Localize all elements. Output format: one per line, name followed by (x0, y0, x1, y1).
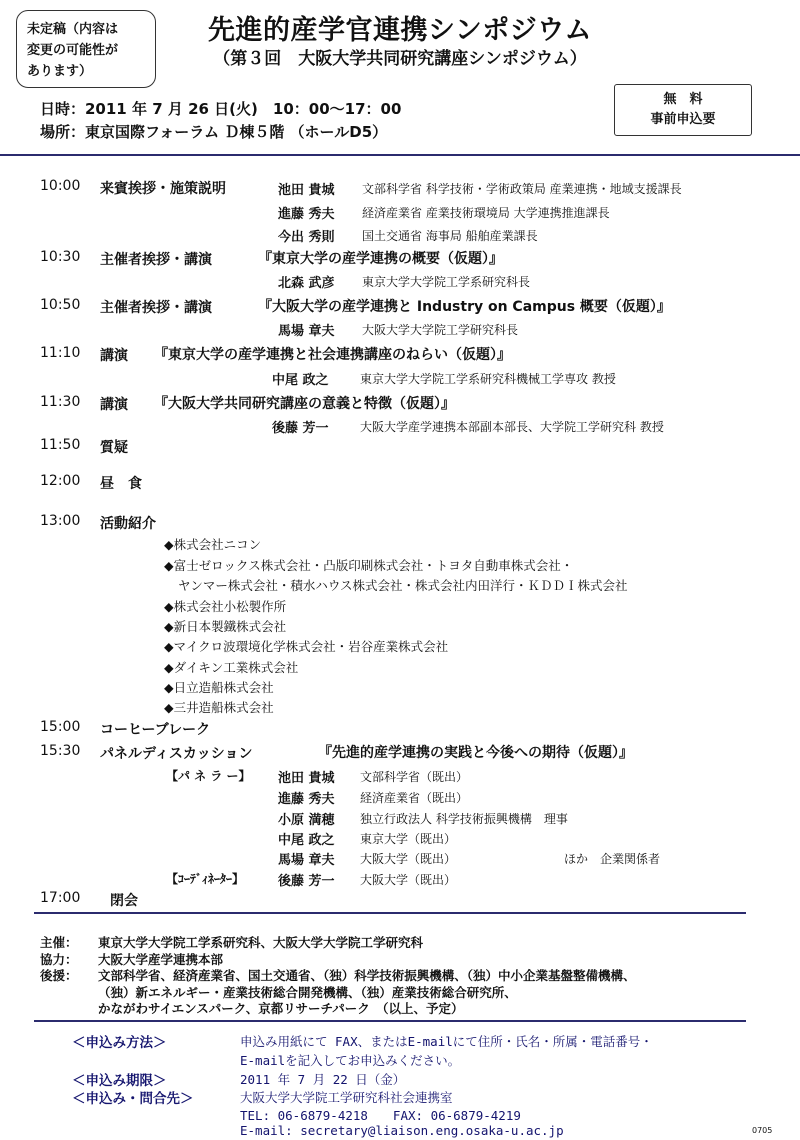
program-time: 10:00 (40, 178, 81, 194)
speaker-name: 池田 貴城 (278, 183, 335, 198)
company-item: ヤンマー株式会社・積水ハウス株式会社・株式会社内田洋行・ＫＤＤＩ株式会社 (178, 578, 628, 593)
program-time: 12:00 (40, 473, 81, 489)
speaker-name: 後藤 芳一 (272, 421, 329, 436)
program-time: 15:30 (40, 743, 81, 759)
company-item: ◆日立造船株式会社 (164, 680, 274, 695)
document-code: 0705 (752, 1126, 773, 1135)
session-title: コーヒーブレーク (100, 722, 211, 738)
speaker-affiliation: 国土交通省 海事局 船舶産業課長 (362, 229, 538, 243)
panelist-name: 池田 貴城 (278, 771, 335, 786)
deadline-text: 2011 年 7 月 22 日（金） (240, 1072, 406, 1087)
session-title: 活動紹介 (100, 516, 156, 532)
program-time: 13:00 (40, 513, 81, 529)
talk-title: 『大阪大学共同研究講座の意義と特徴（仮題）』 (154, 396, 455, 412)
program-time: 11:10 (40, 345, 81, 361)
speaker-affiliation: 東京大学大学院工学系研究科機械工学専攻 教授 (360, 372, 616, 386)
speaker-name: 今出 秀則 (278, 230, 335, 245)
support-text: 文部科学省、経済産業省、国土交通省、（独）科学技術振興機構、（独）中小企業基盤整備機構、 (98, 968, 636, 983)
company-item: ◆ダイキン工業株式会社 (164, 660, 299, 675)
event-datetime: 日時：2011 年 7 月 26 日(火) 10：00～17：00 (40, 100, 402, 118)
draft-note-line: あります） (27, 64, 93, 79)
coop-label: 協力： (40, 952, 78, 967)
program-time: 15:00 (40, 719, 81, 735)
session-title: 来賓挨拶・施策説明 (100, 181, 226, 197)
company-item: ◆株式会社小松製作所 (164, 599, 287, 614)
talk-title: 『大阪大学の産学連携と Industry on Campus 概要（仮題）』 (258, 299, 671, 315)
moderator-affiliation: 大阪大学（既出） (360, 873, 457, 887)
panelist-affiliation: 経済産業省（既出） (360, 791, 469, 805)
session-title: 閉会 (110, 893, 138, 909)
program-time: 11:30 (40, 394, 81, 410)
footer-divider (34, 1020, 746, 1022)
speaker-affiliation: 大阪大学大学院工学研究科長 (362, 323, 519, 337)
program-time: 10:50 (40, 297, 81, 313)
company-item: ◆株式会社ニコン (164, 537, 262, 552)
application-method-text: E-mailを記入してお申込みください。 (240, 1053, 461, 1068)
company-item: ◆三井造船株式会社 (164, 700, 274, 715)
contact-label: ＜申込み・問合先＞ (72, 1091, 194, 1107)
speaker-name: 進藤 秀夫 (278, 207, 335, 222)
deadline-label: ＜申込み期限＞ (72, 1073, 167, 1089)
panelist-affiliation: 独立行政法人 科学技術振興機構 理事 (360, 812, 568, 826)
company-item: ◆新日本製鐵株式会社 (164, 619, 287, 634)
speaker-name: 馬場 章夫 (278, 324, 335, 339)
host-label: 主催： (40, 935, 78, 950)
speaker-affiliation: 大阪大学産学連携本部副本部長、大学院工学研究科 教授 (360, 420, 664, 434)
session-title: 講演 (100, 348, 128, 364)
speaker-name: 中尾 政之 (272, 373, 329, 388)
session-title: 主催者挨拶・講演 (100, 252, 212, 268)
application-method-text: 申込み用紙にて FAX、またはE-mailにて住所・氏名・所属・電話番号・ (240, 1034, 653, 1049)
speaker-name: 北森 武彦 (278, 276, 335, 291)
session-title: パネルディスカッション (100, 746, 253, 762)
program-divider (34, 912, 746, 914)
header-divider (0, 154, 800, 156)
draft-note-line: 未定稿（内容は (27, 22, 119, 37)
session-title: 主催者挨拶・講演 (100, 300, 212, 316)
company-item: ◆富士ゼロックス株式会社・凸版印刷株式会社・トヨタ自動車株式会社・ (164, 558, 574, 573)
session-title: 昼 食 (100, 476, 142, 492)
talk-title: 『東京大学の産学連携の概要（仮題）』 (258, 251, 503, 267)
session-title: 講演 (100, 397, 128, 413)
support-text: （独）新エネルギー・産業技術総合開発機構、（独）産業技術総合研究所、 (98, 985, 517, 1000)
draft-note-line: 変更の可能性が (27, 43, 119, 58)
support-label: 後援： (40, 968, 78, 983)
fee-label: 無 料 (663, 92, 703, 107)
event-venue: 場所：東京国際フォーラム Ｄ棟５階 （ホールD5） (40, 123, 388, 141)
panelist-affiliation: 大阪大学（既出） (360, 852, 457, 866)
panelist-name: 馬場 章夫 (278, 853, 335, 868)
others-note: ほか 企業関係者 (564, 852, 661, 866)
panelist-affiliation: 文部科学省（既出） (360, 770, 469, 784)
speaker-affiliation: 文部科学省 科学技術・学術政策局 産業連携・地域支援課長 (362, 182, 682, 196)
panelist-affiliation: 東京大学（既出） (360, 832, 457, 846)
panelist-label: 【パ ネ ラ ー】 (166, 769, 251, 783)
program-time: 11:50 (40, 437, 81, 453)
contact-email[interactable]: E-mail: secretary@liaison.eng.osaka-u.ac.jp (240, 1123, 564, 1138)
program-time: 10:30 (40, 249, 81, 265)
talk-title: 『東京大学の産学連携と社会連携講座のねらい（仮題）』 (154, 347, 511, 363)
session-title: 質疑 (100, 440, 128, 456)
speaker-affiliation: 東京大学大学院工学系研究科長 (362, 275, 531, 289)
panelist-name: 中尾 政之 (278, 833, 335, 848)
speaker-affiliation: 経済産業省 産業技術環境局 大学連携推進課長 (362, 206, 610, 220)
moderator-name: 後藤 芳一 (278, 874, 335, 889)
talk-title: 『先進的産学連携の実践と今後への期待（仮題）』 (318, 745, 633, 761)
page-subtitle: （第３回 大阪大学共同研究講座シンポジウム） (213, 49, 587, 69)
fee-box (614, 84, 752, 136)
contact-office: 大阪大学大学院工学研究科社会連携室 (240, 1090, 453, 1105)
coop-text: 大阪大学産学連携本部 (98, 952, 224, 967)
company-item: ◆マイクロ波環境化学株式会社・岩谷産業株式会社 (164, 639, 449, 654)
registration-required-label: 事前申込要 (650, 112, 716, 127)
page-title: 先進的産学官連携シンポジウム (207, 15, 593, 46)
program-time: 17:00 (40, 890, 81, 906)
panelist-name: 進藤 秀夫 (278, 792, 335, 807)
contact-phone-fax: TEL: 06-6879-4218 FAX: 06-6879-4219 (240, 1108, 521, 1123)
panelist-name: 小原 満穂 (278, 813, 335, 828)
support-text: かながわサイエンスパーク、京都リサーチパーク （以上、予定） (98, 1001, 464, 1016)
moderator-label: 【ｺｰﾃﾞｨﾈｰﾀｰ】 (166, 872, 245, 886)
application-method-label: ＜申込み方法＞ (72, 1035, 167, 1051)
host-text: 東京大学大学院工学系研究科、大阪大学大学院工学研究科 (98, 935, 424, 950)
